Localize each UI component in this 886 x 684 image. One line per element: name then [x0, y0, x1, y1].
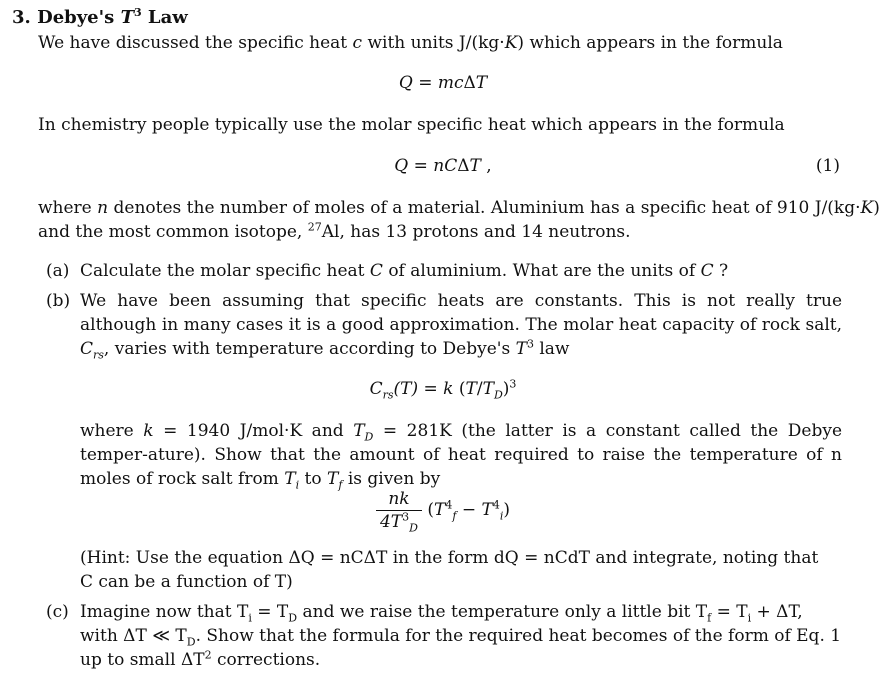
- item-b-T: T: [515, 339, 527, 359]
- eq2-T: T: [469, 156, 481, 176]
- item-b-p2-val: = 281K (the latter is a constant called the Debye temper-ature). Show that the amount of heat required to raise the temperature of n moles of rock salt from: [80, 421, 843, 489]
- debye-C: C: [369, 379, 383, 399]
- debye-slash: /: [476, 379, 483, 399]
- isotope-mass: 27: [307, 220, 322, 234]
- debye-D: D: [493, 388, 503, 402]
- Ti-sub: i: [499, 509, 504, 523]
- item-b-p1: We have been assuming that specific heats are constants. This is not really true although in many cases it is a good approximation. The molar heat capacity of rock salt,: [80, 291, 842, 335]
- fraction-denominator: [376, 511, 422, 533]
- eq2-lhs: Q: [394, 156, 409, 176]
- c3-b: corrections.: [211, 650, 321, 670]
- c2-b: . Show that the formula for the required heat becomes of the form of Eq. 1: [195, 626, 842, 646]
- item-b-Crs: C: [80, 339, 94, 359]
- item-b-p2-TD: T: [353, 421, 365, 441]
- debye-law-equation: [0, 377, 886, 401]
- eq1-T: T: [475, 73, 488, 93]
- hint-line-1: (Hint: Use the equation ΔQ = nCΔT in the form dQ = nCdT and integrate, noting that: [80, 548, 819, 568]
- fraction-numerator: nk: [376, 488, 422, 511]
- where-mid: denotes the number of moles of a material. Aluminium has a specific heat of 910 J/(kg·: [113, 198, 861, 218]
- item-a-mid: of aluminium. What are the units of: [388, 261, 696, 281]
- den-sub: D: [409, 521, 418, 535]
- where-line-1: [38, 196, 880, 220]
- item-c-line-2: [80, 624, 841, 648]
- where-line-2: [38, 220, 631, 244]
- item-b-p2-Tf: T: [326, 469, 339, 489]
- item-b-p2-where: where: [80, 421, 134, 441]
- minus: −: [456, 500, 482, 520]
- Tf-exp: 4: [445, 498, 453, 512]
- intro-unit-K: K: [504, 33, 518, 53]
- item-b-p1b: , varies with temperature according to Debye's: [103, 339, 511, 359]
- Ti-exp: 4: [492, 498, 500, 512]
- item-b-p2-i: i: [295, 478, 300, 492]
- c1-c: and we raise the temperature only a little bit T: [297, 602, 708, 622]
- eq2-delta: Δ: [457, 156, 470, 176]
- heading-exp: 3: [133, 6, 142, 19]
- intro-var-c: c: [352, 33, 363, 53]
- c1-e: + ΔT,: [751, 602, 803, 622]
- c1-f: f: [707, 611, 712, 625]
- where-var-n: n: [97, 198, 109, 218]
- where-unit-K: K: [860, 198, 874, 218]
- eq2-rhs: nC: [433, 156, 458, 176]
- c3-a: up to small ΔT: [80, 650, 205, 670]
- eq1-lhs: Q: [398, 73, 413, 93]
- item-a-end: ?: [719, 261, 729, 281]
- c1-d: = T: [711, 602, 748, 622]
- item-b-p2-to: to: [304, 469, 322, 489]
- term-Tf: T: [434, 500, 446, 520]
- isotope-element: Al, has 13 protons and 14 neutrons.: [321, 222, 631, 242]
- heat-fraction: [376, 488, 422, 533]
- item-b-p2-k: k: [143, 421, 154, 441]
- item-c-label: (c): [46, 602, 69, 622]
- where-end: ): [873, 198, 880, 218]
- where-text: where: [38, 198, 92, 218]
- chemistry-paragraph: In chemistry people typically use the molar specific heat which appears in the formula: [38, 115, 785, 135]
- intro-units: with units J/(kg·: [367, 33, 505, 53]
- debye-equals: =: [418, 379, 444, 399]
- item-b-law: law: [539, 339, 570, 359]
- c1-b: = T: [251, 602, 289, 622]
- eq1-delta: Δ: [463, 73, 476, 93]
- heat-formula: [0, 488, 886, 533]
- heading-title-suffix: Law: [147, 7, 188, 28]
- debye-exp: 3: [509, 377, 517, 391]
- c2-D: D: [186, 635, 196, 649]
- item-b-p2-f: f: [338, 478, 343, 492]
- debye-C-sub: rs: [382, 388, 394, 402]
- hint-line-2: C can be a function of T): [80, 572, 293, 592]
- c1-i2: i: [747, 611, 752, 625]
- item-b-p2-eq: = 1940 J/mol·K and: [153, 421, 344, 441]
- den-exp: 3: [402, 510, 410, 524]
- equation-number: (1): [815, 156, 840, 176]
- item-c-line-3: [80, 648, 320, 672]
- debye-close: ): [502, 379, 510, 399]
- term-Ti: T: [481, 500, 493, 520]
- c2-a: with ΔT ≪ T: [80, 626, 187, 646]
- debye-arg: (T): [393, 379, 419, 399]
- intro-paragraph: [38, 31, 783, 55]
- heading-T: T: [120, 7, 134, 28]
- problem-heading: [12, 6, 188, 30]
- equation-1: [0, 154, 886, 178]
- item-a-pre: Calculate the molar specific heat: [80, 261, 365, 281]
- c1-D: D: [288, 611, 298, 625]
- debye-T: T: [465, 379, 477, 399]
- problem-number: 3.: [12, 7, 31, 28]
- c3-exp: 2: [204, 648, 212, 662]
- intro-end: ) which appears in the formula: [517, 33, 783, 53]
- item-b-p2-end: is given by: [347, 469, 441, 489]
- den-4T: 4T: [379, 512, 403, 532]
- c1-a: Imagine now that T: [80, 602, 249, 622]
- where-isotope-text: and the most common isotope,: [38, 222, 303, 242]
- eq1-equals: =: [412, 73, 438, 93]
- item-b-Crs-sub: rs: [93, 348, 104, 362]
- item-b-p2-D: D: [364, 430, 374, 444]
- c1-i: i: [248, 611, 252, 625]
- item-b-exp: 3: [526, 337, 534, 351]
- item-a-C: C: [369, 261, 383, 281]
- debye-k: k: [443, 379, 454, 399]
- debye-open: (: [453, 379, 466, 399]
- item-a-C2: C: [700, 261, 714, 281]
- item-b-p2-Ti: T: [284, 469, 296, 489]
- paren-open: (: [427, 500, 435, 520]
- eq2-equals: =: [408, 156, 434, 176]
- item-a-label: (a): [46, 261, 70, 281]
- item-b-label: (b): [46, 291, 71, 311]
- item-a-text: [80, 259, 842, 283]
- item-b-paragraph-2: [80, 419, 842, 491]
- eq1-rhs: mc: [437, 73, 464, 93]
- paren-close: ): [503, 500, 511, 520]
- debye-TD: T: [482, 379, 494, 399]
- item-b-paragraph-1: [80, 289, 842, 361]
- Tf-sub: f: [452, 509, 457, 523]
- intro-text: We have discussed the specific heat: [38, 33, 348, 53]
- eq2-comma: ,: [480, 156, 492, 176]
- item-c-line-1: [80, 600, 803, 624]
- equation-Q-mcdT: [0, 71, 886, 95]
- heading-title-prefix: Debye's: [37, 7, 115, 28]
